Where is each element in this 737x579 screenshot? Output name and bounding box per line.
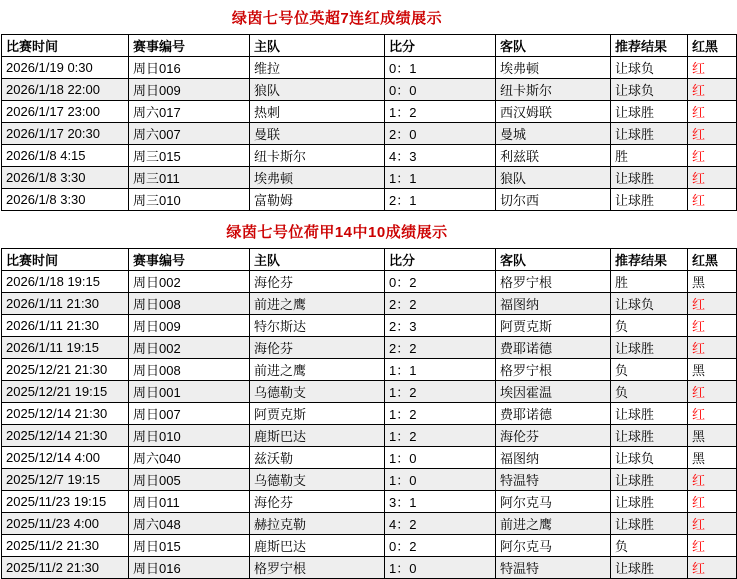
cell-time: 2026/1/18 19:15: [2, 271, 129, 293]
table-row: [2, 315, 737, 337]
cell-code: 周六040: [129, 447, 250, 469]
cell-recommend: 让球负: [611, 79, 688, 101]
cell-score: 2：2: [385, 293, 496, 315]
table-row: [2, 469, 737, 491]
cell-score: 1：2: [385, 381, 496, 403]
cell-away-team: 埃因霍温: [496, 381, 611, 403]
cell-code: 周三015: [129, 145, 250, 167]
cell-away-team: 海伦芬: [496, 425, 611, 447]
cell-recommend: 让球胜: [611, 557, 688, 579]
table-row: [2, 337, 737, 359]
cell-time: 2025/12/14 21:30: [2, 425, 129, 447]
cell-score: 1：0: [385, 557, 496, 579]
column-header-result: 红黑: [688, 249, 737, 271]
table-row: [2, 403, 737, 425]
cell-time: 2026/1/17 20:30: [2, 123, 129, 145]
cell-recommend: 让球胜: [611, 513, 688, 535]
cell-code: 周日009: [129, 79, 250, 101]
cell-time: 2026/1/8 3:30: [2, 189, 129, 211]
cell-home-team: 鹿斯巴达: [250, 535, 385, 557]
cell-score: 1：2: [385, 101, 496, 123]
cell-recommend: 让球胜: [611, 403, 688, 425]
cell-time: 2026/1/11 21:30: [2, 293, 129, 315]
cell-score: 2：3: [385, 315, 496, 337]
cell-code: 周日001: [129, 381, 250, 403]
table-row: [2, 167, 737, 189]
cell-score: 0：0: [385, 79, 496, 101]
results-table-eredivisie: [1, 248, 737, 579]
cell-away-team: 纽卡斯尔: [496, 79, 611, 101]
cell-home-team: 富勒姆: [250, 189, 385, 211]
column-header-score: 比分: [385, 249, 496, 271]
cell-recommend: 让球负: [611, 293, 688, 315]
cell-result: 红: [688, 123, 737, 145]
cell-score: 4：2: [385, 513, 496, 535]
cell-away-team: 阿贾克斯: [496, 315, 611, 337]
cell-time: 2026/1/18 22:00: [2, 79, 129, 101]
cell-away-team: 西汉姆联: [496, 101, 611, 123]
cell-time: 2026/1/19 0:30: [2, 57, 129, 79]
cell-code: 周六017: [129, 101, 250, 123]
cell-score: 2：1: [385, 189, 496, 211]
cell-time: 2025/12/21 19:15: [2, 381, 129, 403]
cell-away-team: 埃弗顿: [496, 57, 611, 79]
results-table-epl: [1, 34, 737, 211]
column-header-recommend: 推荐结果: [611, 35, 688, 57]
cell-away-team: 费耶诺德: [496, 403, 611, 425]
column-header-home: 主队: [250, 35, 385, 57]
cell-score: 2：0: [385, 123, 496, 145]
table-header-row: [2, 35, 737, 57]
cell-score: 1：1: [385, 359, 496, 381]
cell-code: 周六048: [129, 513, 250, 535]
cell-recommend: 让球胜: [611, 469, 688, 491]
cell-result: 红: [688, 315, 737, 337]
cell-away-team: 特温特: [496, 557, 611, 579]
column-header-result: 红黑: [688, 35, 737, 57]
cell-result: 红: [688, 337, 737, 359]
cell-home-team: 曼联: [250, 123, 385, 145]
cell-away-team: 格罗宁根: [496, 359, 611, 381]
cell-result: 黑: [688, 271, 737, 293]
cell-time: 2026/1/17 23:00: [2, 101, 129, 123]
cell-away-team: 切尔西: [496, 189, 611, 211]
cell-home-team: 维拉: [250, 57, 385, 79]
cell-score: 1：0: [385, 447, 496, 469]
cell-time: 2025/12/14 21:30: [2, 403, 129, 425]
cell-recommend: 让球胜: [611, 167, 688, 189]
cell-result: 红: [688, 189, 737, 211]
cell-away-team: 前进之鹰: [496, 513, 611, 535]
cell-result: 红: [688, 491, 737, 513]
column-header-code: 赛事编号: [129, 249, 250, 271]
cell-home-team: 鹿斯巴达: [250, 425, 385, 447]
section-title-epl: 绿茵七号位英超7连红成绩展示: [231, 10, 443, 27]
column-header-code: 赛事编号: [129, 35, 250, 57]
cell-score: 1：1: [385, 167, 496, 189]
cell-home-team: 海伦芬: [250, 271, 385, 293]
column-header-recommend: 推荐结果: [611, 249, 688, 271]
cell-home-team: 特尔斯达: [250, 315, 385, 337]
cell-recommend: 让球胜: [611, 189, 688, 211]
table-row: [2, 535, 737, 557]
table-row: [2, 123, 737, 145]
cell-code: 周日002: [129, 271, 250, 293]
cell-home-team: 海伦芬: [250, 337, 385, 359]
cell-result: 黑: [688, 425, 737, 447]
table-row: [2, 189, 737, 211]
cell-recommend: 负: [611, 359, 688, 381]
cell-code: 周六007: [129, 123, 250, 145]
cell-code: 周日016: [129, 557, 250, 579]
cell-time: 2025/11/23 4:00: [2, 513, 129, 535]
cell-home-team: 乌德勒支: [250, 381, 385, 403]
cell-time: 2025/12/7 19:15: [2, 469, 129, 491]
cell-code: 周日007: [129, 403, 250, 425]
cell-code: 周日008: [129, 359, 250, 381]
cell-code: 周日002: [129, 337, 250, 359]
cell-result: 黑: [688, 447, 737, 469]
cell-time: 2025/11/2 21:30: [2, 557, 129, 579]
cell-recommend: 让球胜: [611, 491, 688, 513]
cell-recommend: 让球胜: [611, 123, 688, 145]
cell-time: 2025/11/2 21:30: [2, 535, 129, 557]
cell-away-team: 利兹联: [496, 145, 611, 167]
cell-score: 1：2: [385, 425, 496, 447]
cell-result: 黑: [688, 359, 737, 381]
cell-away-team: 福图纳: [496, 293, 611, 315]
cell-result: 红: [688, 79, 737, 101]
cell-score: 0：1: [385, 57, 496, 79]
cell-score: 0：2: [385, 271, 496, 293]
cell-home-team: 埃弗顿: [250, 167, 385, 189]
cell-recommend: 让球胜: [611, 337, 688, 359]
cell-score: 2：2: [385, 337, 496, 359]
cell-code: 周日011: [129, 491, 250, 513]
cell-recommend: 胜: [611, 145, 688, 167]
cell-time: 2025/12/21 21:30: [2, 359, 129, 381]
cell-result: 红: [688, 513, 737, 535]
cell-home-team: 纽卡斯尔: [250, 145, 385, 167]
cell-code: 周日016: [129, 57, 250, 79]
table-row: [2, 293, 737, 315]
cell-recommend: 负: [611, 315, 688, 337]
table-row: [2, 381, 737, 403]
cell-recommend: 负: [611, 535, 688, 557]
cell-result: 红: [688, 469, 737, 491]
cell-away-team: 阿尔克马: [496, 491, 611, 513]
table-row: [2, 359, 737, 381]
cell-away-team: 特温特: [496, 469, 611, 491]
cell-score: 0：2: [385, 535, 496, 557]
cell-away-team: 费耶诺德: [496, 337, 611, 359]
cell-result: 红: [688, 381, 737, 403]
cell-home-team: 乌德勒支: [250, 469, 385, 491]
table-row: [2, 101, 737, 123]
cell-away-team: 狼队: [496, 167, 611, 189]
cell-time: 2025/12/14 4:00: [2, 447, 129, 469]
column-header-score: 比分: [385, 35, 496, 57]
table-row: [2, 79, 737, 101]
cell-result: 红: [688, 57, 737, 79]
cell-away-team: 福图纳: [496, 447, 611, 469]
cell-home-team: 阿贾克斯: [250, 403, 385, 425]
column-header-time: 比赛时间: [2, 35, 129, 57]
table-row: [2, 513, 737, 535]
cell-home-team: 狼队: [250, 79, 385, 101]
column-header-away: 客队: [496, 249, 611, 271]
column-header-time: 比赛时间: [2, 249, 129, 271]
cell-result: 红: [688, 145, 737, 167]
cell-recommend: 胜: [611, 271, 688, 293]
cell-time: 2026/1/8 3:30: [2, 167, 129, 189]
table-row: [2, 491, 737, 513]
cell-home-team: 前进之鹰: [250, 293, 385, 315]
cell-score: 4：3: [385, 145, 496, 167]
cell-away-team: 格罗宁根: [496, 271, 611, 293]
cell-code: 周日009: [129, 315, 250, 337]
cell-recommend: 让球负: [611, 57, 688, 79]
cell-score: 1：0: [385, 469, 496, 491]
cell-home-team: 格罗宁根: [250, 557, 385, 579]
cell-code: 周日005: [129, 469, 250, 491]
table-row: [2, 57, 737, 79]
cell-recommend: 让球胜: [611, 425, 688, 447]
cell-time: 2026/1/8 4:15: [2, 145, 129, 167]
cell-time: 2025/11/23 19:15: [2, 491, 129, 513]
table-body-epl: [2, 57, 737, 211]
table-row: [2, 145, 737, 167]
cell-code: 周三011: [129, 167, 250, 189]
table-body-eredivisie: [2, 271, 737, 579]
cell-home-team: 前进之鹰: [250, 359, 385, 381]
table-header-row: [2, 249, 737, 271]
cell-result: 红: [688, 403, 737, 425]
section-title-eredivisie: 绿茵七号位荷甲14中10成绩展示: [226, 224, 448, 241]
cell-time: 2026/1/11 21:30: [2, 315, 129, 337]
cell-score: 1：2: [385, 403, 496, 425]
cell-score: 3：1: [385, 491, 496, 513]
cell-home-team: 兹沃勒: [250, 447, 385, 469]
cell-result: 红: [688, 535, 737, 557]
cell-code: 周日015: [129, 535, 250, 557]
cell-home-team: 热刺: [250, 101, 385, 123]
cell-recommend: 负: [611, 381, 688, 403]
cell-time: 2026/1/11 19:15: [2, 337, 129, 359]
cell-result: 红: [688, 101, 737, 123]
cell-result: 红: [688, 167, 737, 189]
table-row: [2, 271, 737, 293]
cell-home-team: 海伦芬: [250, 491, 385, 513]
table-row: [2, 425, 737, 447]
table-row: [2, 447, 737, 469]
cell-result: 红: [688, 557, 737, 579]
cell-code: 周三010: [129, 189, 250, 211]
column-header-home: 主队: [250, 249, 385, 271]
column-header-away: 客队: [496, 35, 611, 57]
cell-away-team: 阿尔克马: [496, 535, 611, 557]
cell-result: 红: [688, 293, 737, 315]
cell-code: 周日008: [129, 293, 250, 315]
cell-home-team: 赫拉克勒: [250, 513, 385, 535]
table-row: [2, 557, 737, 579]
cell-away-team: 曼城: [496, 123, 611, 145]
cell-recommend: 让球胜: [611, 101, 688, 123]
cell-code: 周日010: [129, 425, 250, 447]
cell-recommend: 让球负: [611, 447, 688, 469]
